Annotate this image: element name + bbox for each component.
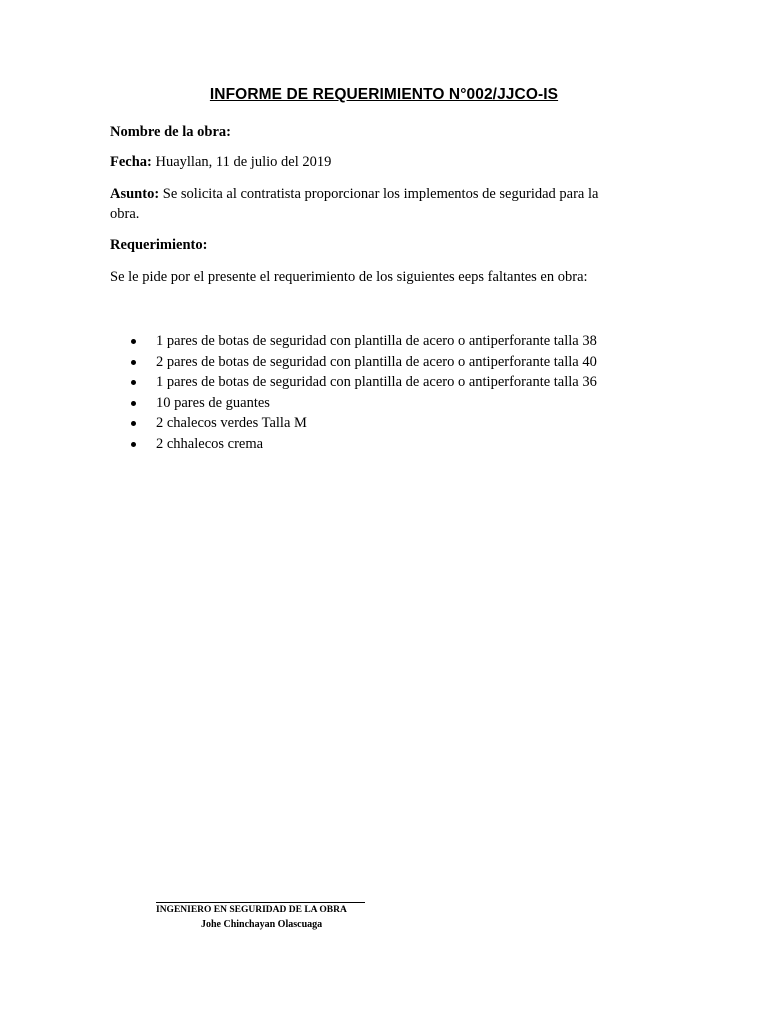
asunto-line bbox=[110, 184, 650, 205]
list-item-text: 10 pares de guantes bbox=[156, 394, 270, 411]
list-item-text: 1 pares de botas de seguridad con plantilla de acero o antiperforante talla 38 bbox=[156, 333, 597, 349]
asunto-continuation bbox=[110, 204, 650, 225]
fecha-value: Huayllan, 11 de julio del 2019 bbox=[155, 154, 332, 170]
list-item bbox=[130, 393, 597, 414]
requerimiento-line bbox=[110, 235, 650, 256]
list-item bbox=[130, 434, 597, 455]
bullet-icon bbox=[131, 380, 136, 385]
list-item bbox=[130, 352, 597, 373]
obra-line bbox=[110, 122, 650, 143]
asunto-text-line1: Se solicita al contratista proporcionar los implementos de seguridad para la bbox=[162, 186, 599, 202]
fecha-label: Fecha: bbox=[110, 154, 152, 170]
asunto-label: Asunto: bbox=[110, 186, 160, 202]
requerimiento-label: Requerimiento: bbox=[110, 237, 208, 253]
list-item bbox=[130, 413, 597, 434]
list-item-text: 2 chhalecos crema bbox=[156, 435, 264, 452]
list-item bbox=[130, 331, 597, 352]
bullet-icon bbox=[131, 401, 136, 406]
bullet-icon bbox=[131, 421, 136, 426]
bullet-icon bbox=[131, 442, 136, 447]
list-item-text: 2 chalecos verdes Talla M bbox=[156, 415, 307, 432]
signature-name: Johe Chinchayan Olascuaga bbox=[201, 919, 323, 930]
signature-role: INGENIERO EN SEGURIDAD DE LA OBRA bbox=[156, 905, 347, 915]
list-item bbox=[130, 372, 597, 393]
list-item-text: 1 pares de botas de seguridad con plantilla de acero o antiperforante talla 36 bbox=[156, 374, 597, 391]
bullet-icon bbox=[131, 360, 136, 365]
list-item-text: 2 pares de botas de seguridad con plantilla de acero o antiperforante talla 40 bbox=[156, 353, 597, 370]
requirements-list bbox=[130, 331, 597, 455]
document-title: INFORME DE REQUERIMIENTO N°002/JJCO-IS bbox=[209, 86, 559, 103]
intro-line bbox=[110, 267, 650, 288]
fecha-line bbox=[110, 152, 650, 173]
bullet-icon bbox=[131, 339, 136, 344]
intro-text: Se le pide por el presente el requerimiento de los siguientes eeps faltantes en obra: bbox=[110, 269, 588, 285]
asunto-text-line2: obra. bbox=[110, 206, 140, 222]
obra-label: Nombre de la obra: bbox=[110, 124, 231, 140]
signature-line bbox=[156, 902, 365, 903]
